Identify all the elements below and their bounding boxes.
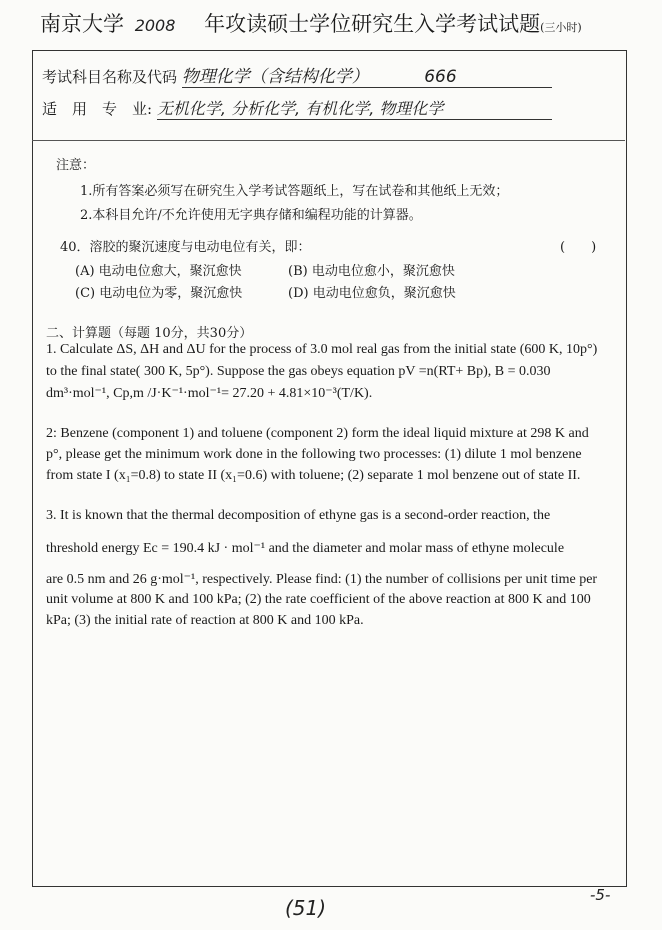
subject-name: [182, 62, 552, 88]
header: [40, 8, 582, 38]
problem-3-line: threshold energy Ec = 190.4 kJ · mol⁻¹ and the diameter and molar mass of ethyne molecule: [46, 541, 565, 556]
major-value: 无机化学, 分析化学, 有机化学, 物理化学: [157, 96, 552, 120]
problem-1-line: dm³·mol⁻¹, Cp,m /J·K⁻¹·mol⁻¹= 27.20 + 4.81×10⁻³(T/K).: [46, 386, 373, 401]
major-label: 适 用 专 业:: [42, 100, 153, 118]
problem-2-line: from state I (x₁=0.8) to state II (x₁=0.6) with toluene; (2) separate 1 mol benzene out of state II.: [46, 468, 581, 483]
problem-1-line: 1. Calculate ΔS, ΔH and ΔU for the process of 3.0 mol real gas from the initial state (600 K, 10p°): [46, 342, 598, 357]
duration: (三小时): [540, 21, 582, 34]
exam-title: 年攻读硕士学位研究生入学考试试题: [204, 12, 541, 36]
problem-3-line: 3. It is known that the thermal decomposition of ethyne gas is a second-order reaction, the: [46, 508, 551, 523]
university: 南京大学: [40, 12, 124, 36]
q40-answer-blank: ( ): [560, 240, 597, 255]
problem-2-line: p°, please get the minimum work done in the following two processes: (1) dilute 1 mol benzene: [46, 447, 582, 462]
subject-name-text: 物理化学（含结构化学）: [181, 67, 369, 87]
handwritten-page-number: (51): [285, 896, 327, 920]
page-number: -5-: [590, 886, 611, 904]
notice-item: 1.所有答案必须写在研究生入学考试答题纸上，写在试卷和其他纸上无效；: [80, 184, 509, 199]
section-heading: 二、计算题（每题 10分，共30分）: [46, 326, 253, 341]
year: 2008: [134, 16, 176, 35]
q40-stem: 40．溶胶的聚沉速度与电动电位有关，即：: [60, 240, 311, 255]
q40-option-d: (D) 电动电位愈负，聚沉愈快: [288, 286, 456, 301]
divider: [32, 140, 625, 141]
q40-option-b: (B) 电动电位愈小，聚沉愈快: [288, 264, 455, 279]
problem-3-line: unit volume at 800 K and 100 kPa; (2) the rate coefficient of the above reaction at 800 K and 100: [46, 592, 591, 607]
q40-option-a: (A) 电动电位愈大，聚沉愈快: [75, 264, 242, 279]
problem-3-line: kPa; (3) the initial rate of reaction at 800 K and 100 kPa.: [46, 613, 364, 628]
problem-2-line: 2: Benzene (component 1) and toluene (component 2) form the ideal liquid mixture at 298 K and: [46, 426, 589, 441]
q40-option-c: (C) 电动电位为零，聚沉愈快: [75, 286, 243, 301]
major-row: [42, 96, 552, 120]
notice-title: 注意：: [56, 158, 96, 173]
subject-row: [42, 62, 552, 88]
subject-label: 考试科目名称及代码: [42, 68, 178, 86]
subject-code: 666: [424, 67, 457, 87]
problem-1-line: to the final state( 300 K, 5p°). Suppose the gas obeys equation pV =n(RT+ Bp), B = 0.030: [46, 364, 551, 379]
problem-3-line: are 0.5 nm and 26 g·mol⁻¹, respectively. Please find: (1) the number of collisions per unit time per: [46, 572, 598, 587]
notice-item: 2.本科目允许/不允许使用无字典存储和编程功能的计算器。: [80, 208, 422, 223]
